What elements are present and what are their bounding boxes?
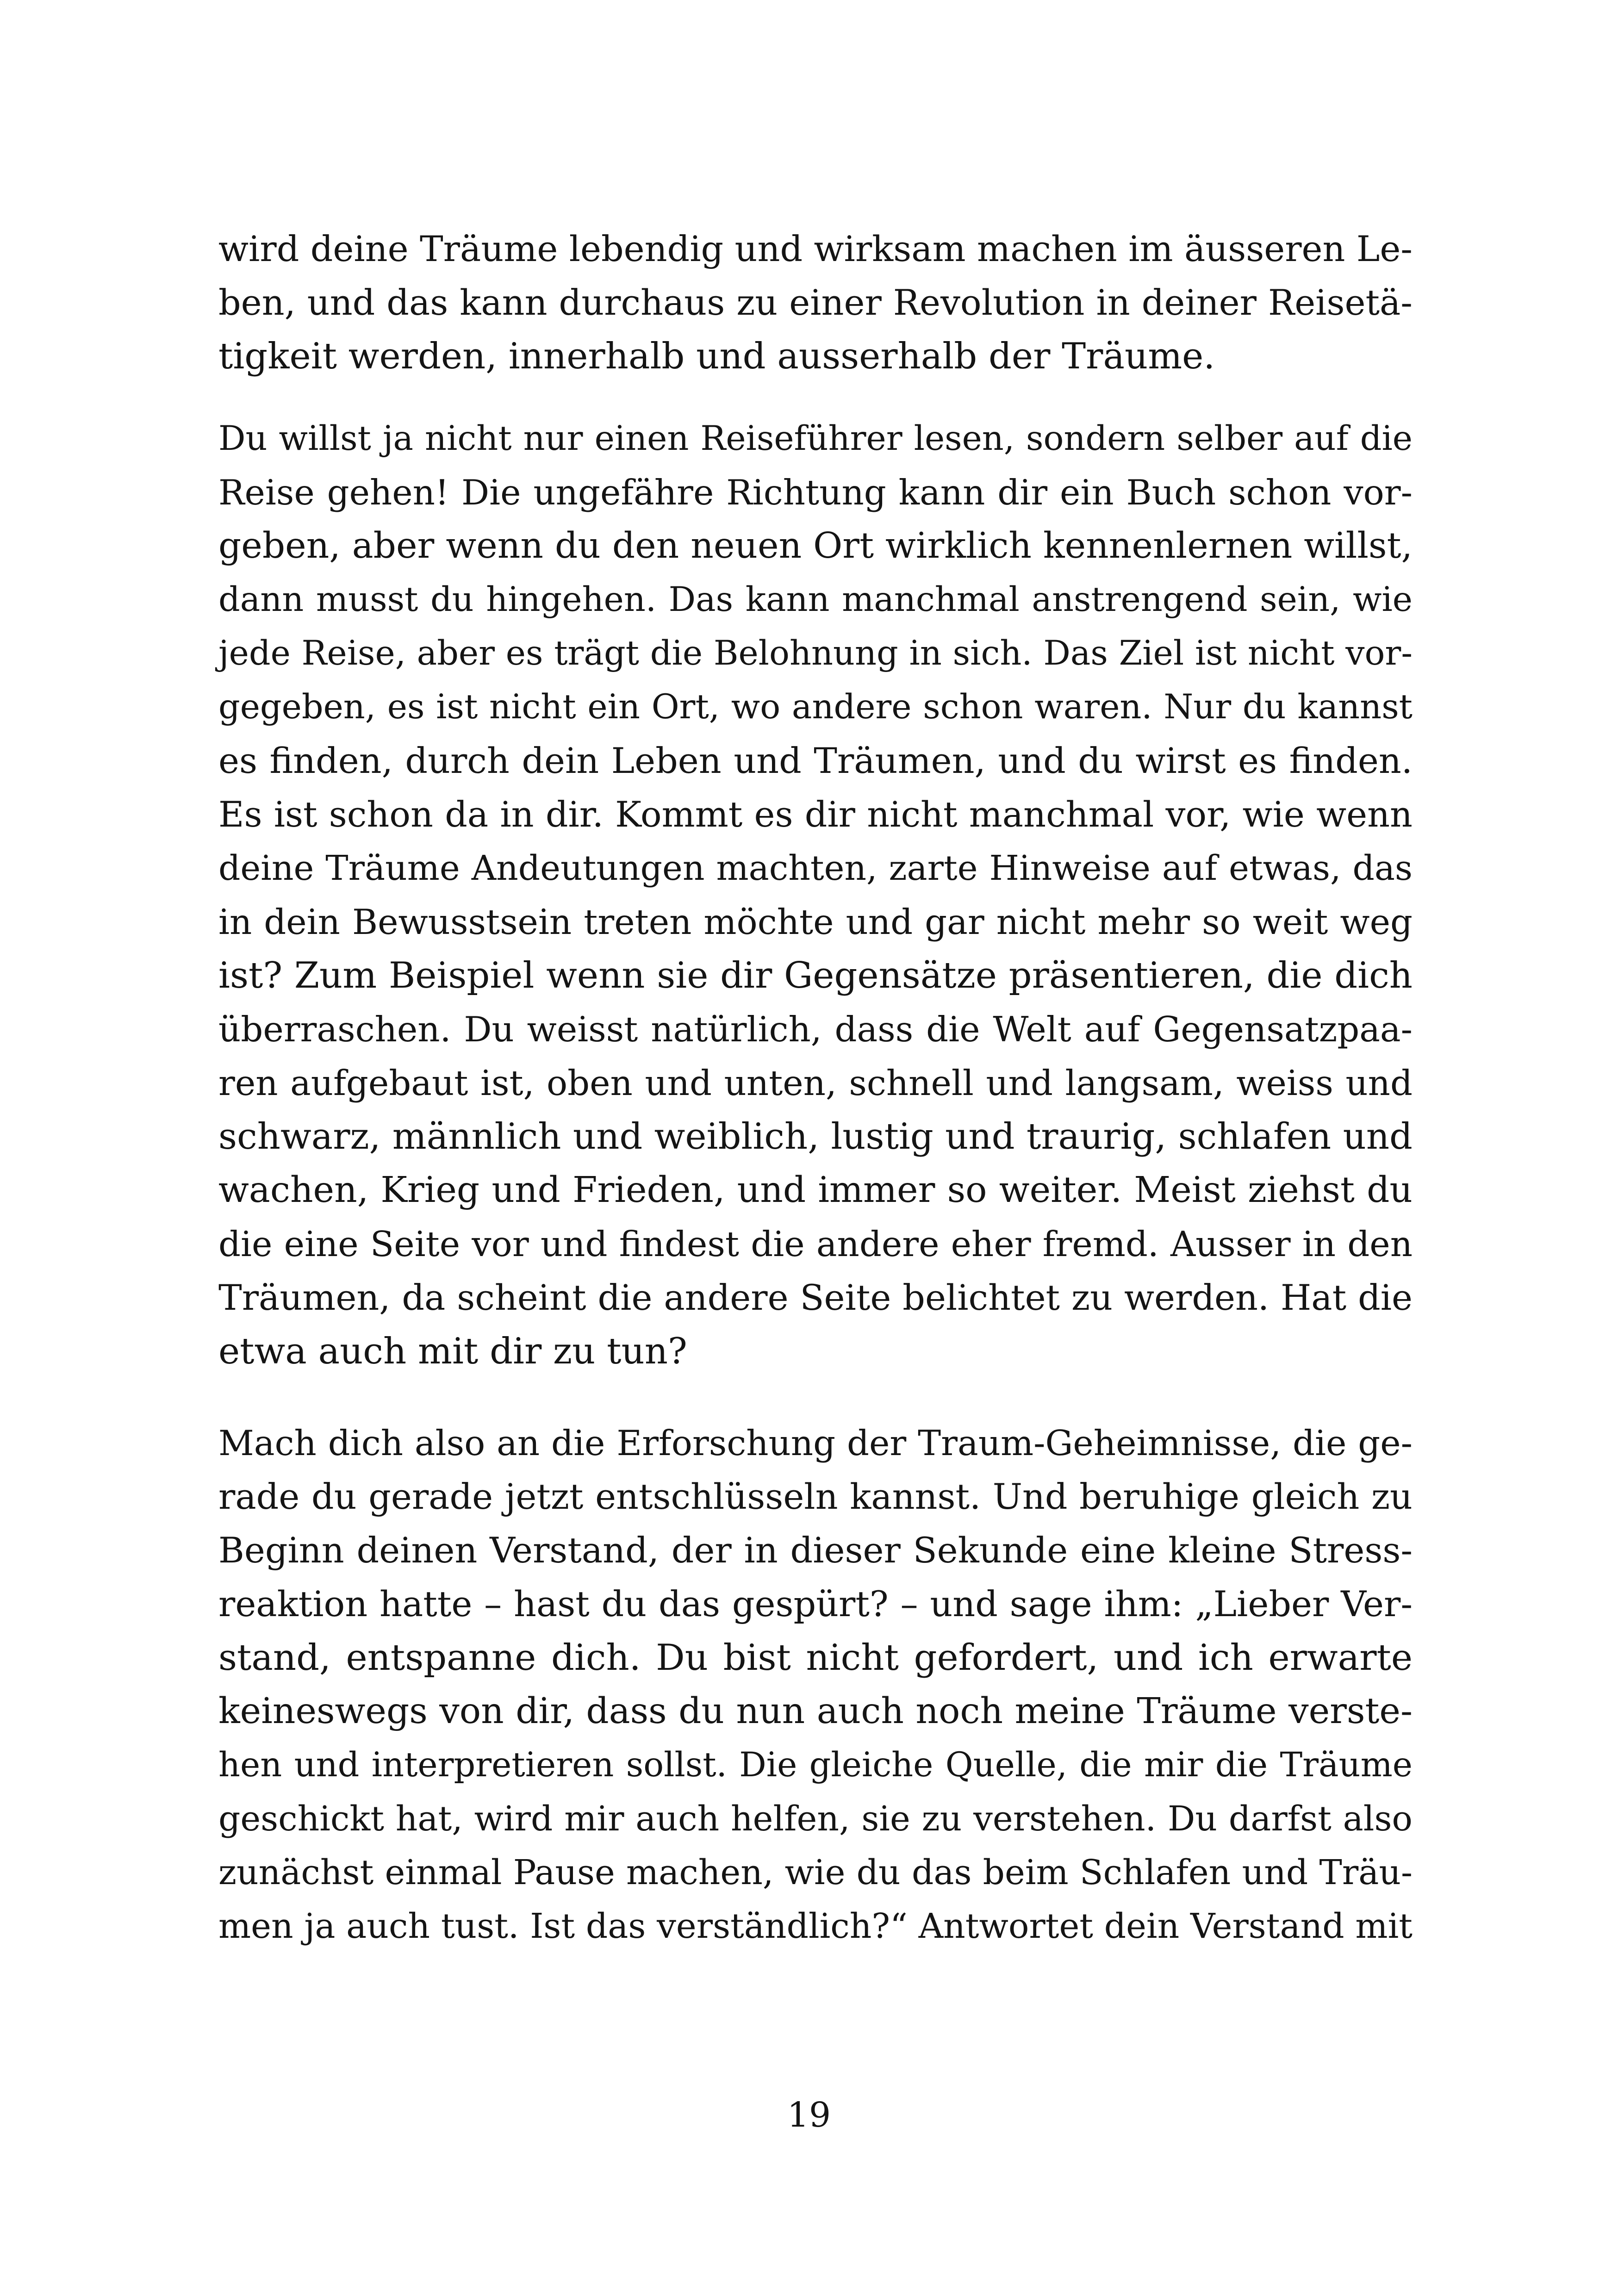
text-line: reaktion hatte – hast du das gespürt? – und sage ihm: „Lieber Ver- xyxy=(218,1583,1413,1624)
text-line: in dein Bewusstsein treten möchte und gar nicht mehr so weit weg xyxy=(218,902,1413,942)
text-line: geschickt hat, wird mir auch helfen, sie zu verstehen. Du darfst also xyxy=(218,1799,1413,1839)
text-line: Reise gehen! Die ungefähre Richtung kann dir ein Buch schon vor- xyxy=(218,472,1413,513)
text-line: tigkeit werden, innerhalb und ausserhalb der Träume. xyxy=(218,336,1215,377)
text-line: gegeben, es ist nicht ein Ort, wo andere schon waren. Nur du kannst xyxy=(218,687,1413,727)
text-line: men ja auch tust. Ist das verständlich?“ Antwortet dein Verstand mit xyxy=(218,1906,1413,1946)
text-line: die eine Seite vor und findest die andere eher fremd. Ausser in den xyxy=(218,1224,1413,1264)
text-line: ist? Zum Beispiel wenn sie dir Gegensätze präsentieren, die dich xyxy=(218,955,1413,996)
paragraph-1 xyxy=(218,222,1413,383)
text-line: geben, aber wenn du den neuen Ort wirklich kennenlernen willst, xyxy=(218,525,1413,566)
paragraph-3 xyxy=(218,1416,1413,1953)
text-line: überraschen. Du weisst natürlich, dass die Welt auf Gegensatzpaa- xyxy=(218,1009,1413,1050)
text-line: rade du gerade jetzt entschlüsseln kannst. Und beruhige gleich zu xyxy=(218,1476,1413,1517)
text-line: etwa auch mit dir zu tun? xyxy=(218,1331,687,1372)
text-line: hen und interpretieren sollst. Die gleiche Quelle, die mir die Träume xyxy=(218,1745,1413,1785)
text-line: Du willst ja nicht nur einen Reiseführer lesen, sondern selber auf die xyxy=(218,419,1413,458)
page-number: 19 xyxy=(787,2095,831,2135)
text-line: Es ist schon da in dir. Kommt es dir nicht manchmal vor, wie wenn xyxy=(218,794,1413,835)
text-line: wachen, Krieg und Frieden, und immer so weiter. Meist ziehst du xyxy=(218,1170,1413,1211)
text-line: zunächst einmal Pause machen, wie du das beim Schlafen und Träu- xyxy=(218,1853,1413,1892)
text-line: ben, und das kann durchaus zu einer Revolution in deiner Reisetä- xyxy=(218,282,1413,323)
text-line: Träumen, da scheint die andere Seite belichtet zu werden. Hat die xyxy=(218,1277,1413,1318)
text-line: Beginn deinen Verstand, der in dieser Sekunde eine kleine Stress- xyxy=(218,1530,1413,1571)
paragraph-2 xyxy=(218,412,1413,1378)
text-line: deine Träume Andeutungen machten, zarte Hinweise auf etwas, das xyxy=(218,848,1413,888)
text-line: dann musst du hingehen. Das kann manchmal anstrengend sein, wie xyxy=(218,580,1413,619)
text-line: keineswegs von dir, dass du nun auch noch meine Träume verste- xyxy=(218,1691,1413,1732)
text-line: Mach dich also an die Erforschung der Traum-Geheimnisse, die ge- xyxy=(218,1423,1413,1463)
text-line: ren aufgebaut ist, oben und unten, schnell und langsam, weiss und xyxy=(218,1063,1413,1103)
text-line: stand, entspanne dich. Du bist nicht gefordert, und ich erwarte xyxy=(218,1637,1413,1679)
text-line: wird deine Träume lebendig und wirksam machen im äusseren Le- xyxy=(218,228,1413,269)
text-line: jede Reise, aber es trägt die Belohnung in sich. Das Ziel ist nicht vor- xyxy=(218,634,1413,673)
text-line: schwarz, männlich und weiblich, lustig und traurig, schlafen und xyxy=(218,1116,1413,1157)
text-line: es finden, durch dein Leben und Träumen, und du wirst es finden. xyxy=(218,740,1413,781)
